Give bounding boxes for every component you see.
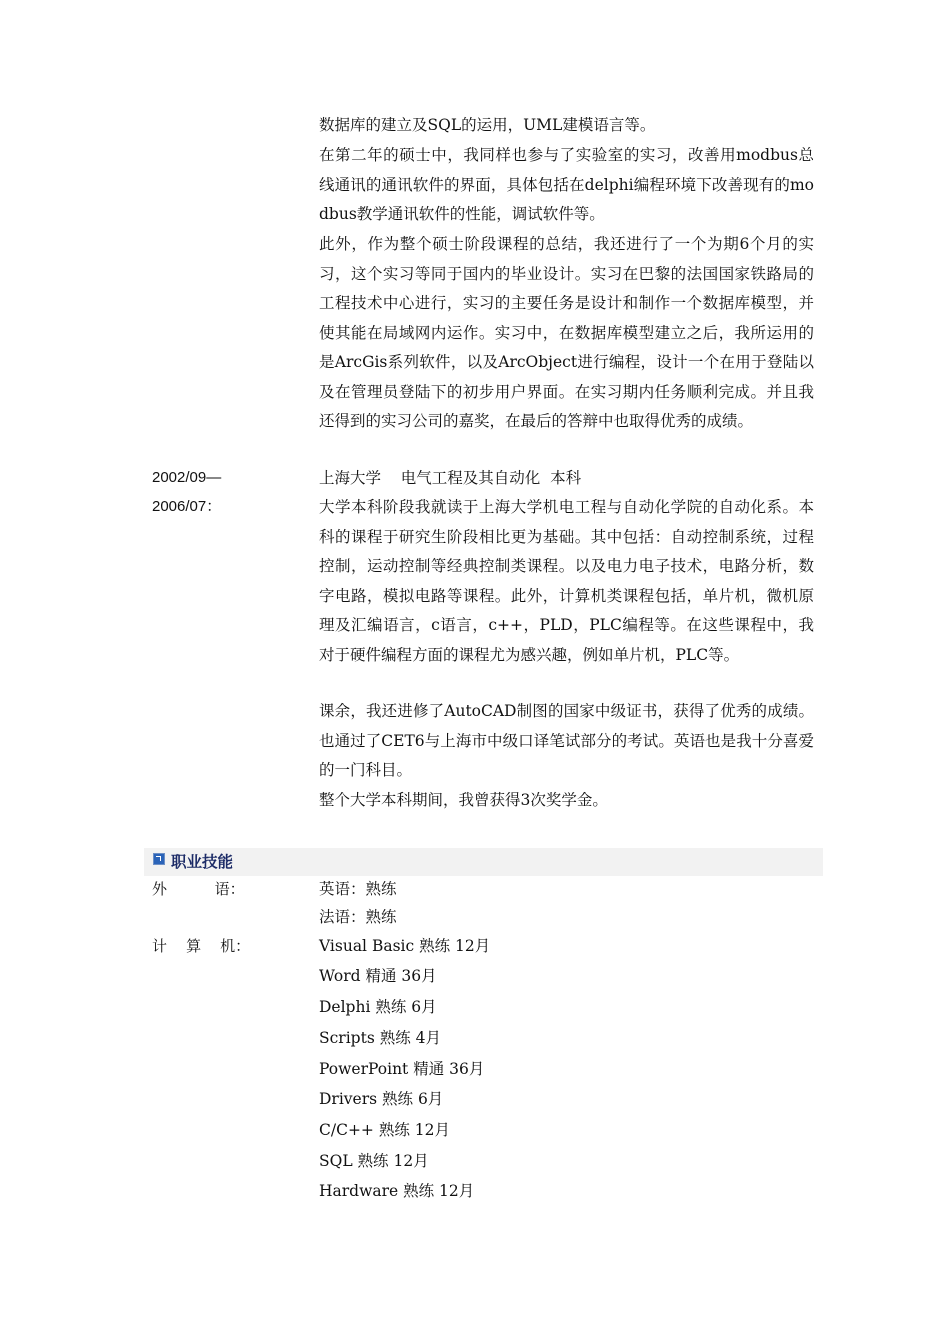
skills-section-header: [144, 848, 823, 876]
computer-label: 计 算 机：: [152, 937, 251, 955]
education-header: 上海大学 电气工程及其自动化 本科: [319, 469, 582, 487]
section-title: 职业技能: [171, 853, 234, 871]
education-paragraph: 此外，作为整个硕士阶段课程的总结，我还进行了一个为期6个月的实习，这个实习等同于国内的毕业设计。实习在巴黎的法国国家铁路局的工程技术中心进行，实习的主要任务是设计和制作一个数据库模型，并使其能在局域网内运作。实习中，在数据库模型建立之后，我所运用的是ArcGis系列软件，以及ArcObject进行编程，设计一个在用于登陆以及在管理员登陆下的初步用户界面。在实习期内任务顺利完成。并且我还得到的实习公司的嘉奖，在最后的答辩中也取得优秀的成绩。: [319, 235, 814, 430]
education-paragraph: 大学本科阶段我就读于上海大学机电工程与自动化学院的自动化系。本科的课程于研究生阶段相比更为基础。其中包括：自动控制系统，过程控制，运动控制等经典控制类课程。以及电力电子技术，电路分析，数字电路，模拟电路等课程。此外，计算机类课程包括，单片机，微机原理及汇编语言，c语言，c++，PLD，PLC编程等。在这些课程中，我对于硬件编程方面的课程尤为感兴趣，例如单片机，PLC等。: [319, 498, 814, 664]
date-start: 2002/09—: [152, 469, 222, 486]
computer-skill: Word 精通 36月: [319, 967, 437, 985]
education-paragraph: 数据库的建立及SQL的运用，UML建模语言等。: [319, 116, 656, 134]
date-end: 2006/07：: [152, 498, 222, 515]
education-paragraph: 整个大学本科期间，我曾获得3次奖学金。: [319, 791, 608, 809]
computer-skill: Hardware 熟练 12月: [319, 1182, 475, 1200]
language-label: 外 语：: [152, 880, 245, 898]
language-item: 法语：熟练: [319, 908, 397, 926]
computer-skill: Drivers 熟练 6月: [319, 1090, 444, 1108]
arrow-box-icon: [153, 853, 165, 865]
computer-skill: PowerPoint 精通 36月: [319, 1060, 485, 1078]
computer-skill: C/C++ 熟练 12月: [319, 1121, 450, 1139]
computer-skill: Delphi 熟练 6月: [319, 998, 437, 1016]
computer-skill: SQL 熟练 12月: [319, 1152, 429, 1170]
education-paragraph: 在第二年的硕士中，我同样也参与了实验室的实习，改善用modbus总线通讯的通讯软件的界面，具体包括在delphi编程环境下改善现有的modbus教学通讯软件的性能，调试软件等。: [319, 146, 814, 223]
education-paragraph: 课余，我还进修了AutoCAD制图的国家中级证书，获得了优秀的成绩。也通过了CET6与上海市中级口译笔试部分的考试。英语也是我十分喜爱的一门科目。: [319, 702, 814, 779]
computer-skill: Visual Basic 熟练 12月: [319, 937, 491, 955]
computer-skill: Scripts 熟练 4月: [319, 1029, 441, 1047]
language-item: 英语：熟练: [319, 880, 397, 898]
